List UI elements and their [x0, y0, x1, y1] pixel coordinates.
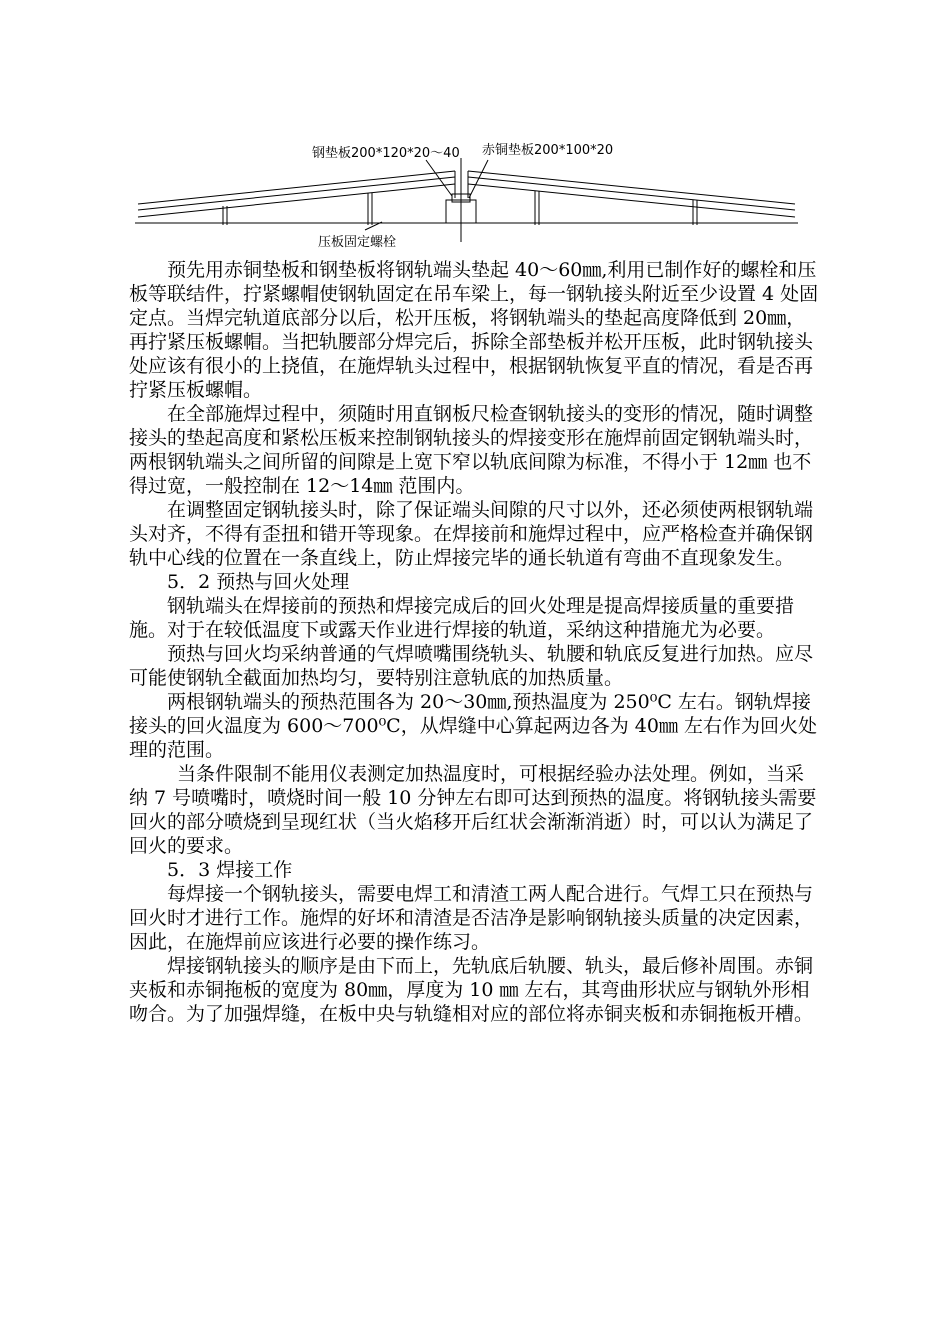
right-rail-mid-line [468, 177, 795, 210]
paragraph-8: 每焊接一个钢轨接头，需要电焊工和清渣工两人配合进行。气焊工只在预热与回火时才进行工作。施焊的好坏和清渣是否洁净是影响钢轨接头质量的决定因素，因此，在施焊前应该进行必要的操作练习。 [129, 883, 814, 953]
label-steel-pad: 钢垫板200*120*20～40 [312, 146, 460, 161]
paragraph-9: 焊接钢轨接头的顺序是由下而上，先轨底后轨腰、轨头，最后修补周围。赤铜夹板和赤铜拖板的宽度为 80㎜，厚度为 10 ㎜ 左右，其弯曲形状应与钢轨外形相吻合。为了加强焊缝，在板中央与轨缝相对应的部位将赤铜夹板和赤铜拖板开槽。 [129, 955, 814, 1025]
rail-joint-diagram [130, 138, 810, 253]
paragraph-2: 在全部施焊过程中，须随时用直钢板尺检查钢轨接头的变形的情况，随时调整接头的垫起高度和紧松压板来控制钢轨接头的焊接变形在施焊前固定钢轨端头时，两根钢轨端头之间所留的间隙是上宽下窄以轨底间隙为标准，不得小于 12㎜ 也不得过宽，一般控制在 12～14㎜ 范围内。 [129, 403, 814, 497]
left-rail-bottom-line [138, 184, 455, 217]
section-heading-5-2: 5．2 预热与回火处理 [167, 571, 350, 593]
paragraph-7: 当条件限制不能用仪表测定加热温度时，可根据经验办法处理。例如，当采纳 7 号喷嘴时，喷烧时间一般 10 分钟左右即可达到预热的温度。将钢轨接头需要回火的部分喷烧到呈现红状（当火焰移开后红状会渐渐消逝）时，可以认为满足了回火的要求。 [129, 763, 817, 857]
right-rail-top-line [468, 171, 795, 204]
paragraph-6: 两根钢轨端头的预热范围各为 20～30㎜,预热温度为 250⁰C 左右。钢轨焊接接头的回火温度为 600～700⁰C，从焊缝中心算起两边各为 40㎜ 左右作为回火处理的范围。 [129, 691, 817, 761]
left-rail-mid-line [138, 177, 455, 210]
section-heading-5-3: 5．3 焊接工作 [167, 859, 293, 881]
rail-joint-drawing [130, 138, 810, 253]
paragraph-5: 预热与回火均采纳普通的气焊喷嘴围绕轨头、轨腰和轨底反复进行加热。应尽可能使钢轨全截面加热均匀，要特别注意轨底的加热质量。 [129, 643, 814, 689]
label-clamp-bolt: 压板固定螺栓 [318, 235, 397, 250]
document-body [129, 258, 819, 1026]
label-copper-pad: 赤铜垫板200*100*20 [482, 143, 614, 158]
paragraph-4: 钢轨端头在焊接前的预热和焊接完成后的回火处理是提高焊接质量的重要措施。对于在较低温度下或露天作业进行焊接的轨道，采纳这种措施尤为必要。 [129, 595, 795, 641]
paragraph-3: 在调整固定钢轨接头时，除了保证端头间隙的尺寸以外，还必须使两根钢轨端头对齐，不得有歪扭和错开等现象。在焊接前和施焊过程中，应严格检查并确保钢轨中心线的位置在一条直线上，防止焊接完毕的通长轨道有弯曲不直现象发生。 [129, 499, 814, 569]
right-rail-bottom-line [468, 184, 795, 217]
left-rail-top-line [138, 171, 455, 204]
paragraph-1: 预先用赤铜垫板和钢垫板将钢轨端头垫起 40～60㎜,利用已制作好的螺栓和压板等联结件，拧紧螺帽使钢轨固定在吊车梁上，每一钢轨接头附近至少设置 4 处固定点。当焊完轨道底部分以后，松开压板，将钢轨端头的垫起高度降低到 20㎜，再拧紧压板螺帽。当把轨腰部分焊完后，拆除全部垫板并松开压板，此时钢轨接头处应该有很小的上挠值，在施焊轨头过程中，根据钢轨恢复平直的情况，看是否再拧紧压板螺帽。 [129, 259, 819, 401]
